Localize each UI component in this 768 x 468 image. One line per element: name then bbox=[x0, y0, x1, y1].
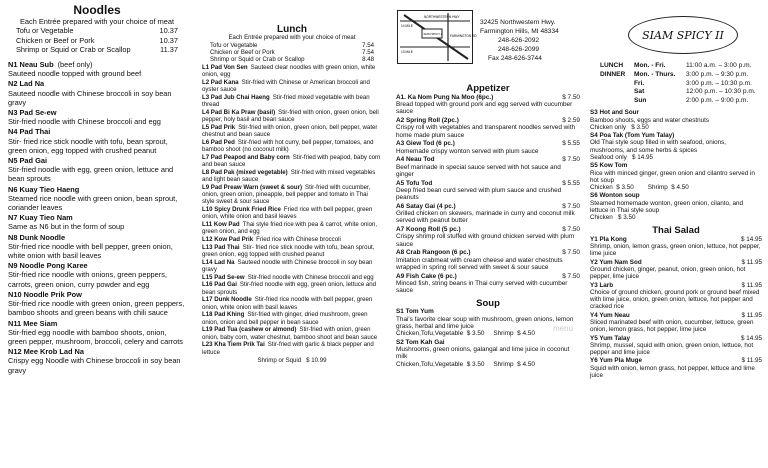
item-title bbox=[590, 335, 762, 342]
item-title bbox=[396, 140, 580, 147]
item-desc: Stir-fried with peapod, baby corn and bean sauce bbox=[202, 153, 381, 169]
item-title bbox=[8, 233, 186, 242]
appetizer-list bbox=[396, 94, 580, 295]
menu-item bbox=[396, 94, 580, 116]
menu-item bbox=[396, 249, 580, 271]
item-name: L10 Spicy Drunk Fried Rice bbox=[202, 206, 281, 214]
item-desc: Crispy roll with vegetables and transparent noodles served with home made plum sauce bbox=[396, 124, 576, 139]
item-name: A6 Satay Gai (4 pc.) bbox=[396, 202, 456, 210]
hours-label bbox=[600, 88, 634, 97]
item-name: L2 Pad Kana bbox=[202, 78, 239, 86]
item-desc: Stir-fried with mixed vegetables and light bean sauce bbox=[202, 168, 376, 184]
hours-label bbox=[600, 97, 634, 106]
item-name: L23 Kha Tiem Prik Tai bbox=[202, 341, 265, 349]
item-desc: Grilled chicken on skewers, marinade in curry and coconut milk served with peanut butter bbox=[396, 210, 575, 225]
item-price: $ 11.95 bbox=[741, 357, 762, 365]
option-price: 7.54 bbox=[362, 41, 374, 49]
item-title bbox=[590, 282, 762, 289]
option-row bbox=[8, 26, 186, 35]
menu-item bbox=[202, 79, 382, 94]
menu-item bbox=[396, 180, 580, 202]
item-price-line: Chicken $ 3.50 bbox=[590, 214, 636, 222]
menu-item bbox=[202, 236, 382, 243]
map-label-side: FARMINGTON RD bbox=[450, 34, 477, 38]
hours-row bbox=[600, 62, 765, 71]
menu-item bbox=[396, 308, 580, 337]
menu-item bbox=[8, 127, 186, 155]
item-desc: Beef marinade in special sauce served with hot sauce and ginger bbox=[396, 163, 561, 178]
menu-item bbox=[202, 311, 382, 326]
item-title bbox=[396, 203, 580, 210]
item-price-line: Seafood only $ 14.95 bbox=[590, 153, 654, 161]
item-name: N3 Pad Se-ew bbox=[8, 108, 57, 118]
item-desc: Imitation crabmeat with cream cheese and water chestnuts wrapped in spring roll served with sweet & sour sauce bbox=[396, 256, 563, 271]
salad-list bbox=[590, 236, 762, 379]
item-name: Y3 Larb bbox=[590, 281, 614, 289]
item-name: L11 Kow Pad bbox=[202, 221, 240, 229]
noodles-list bbox=[8, 60, 186, 375]
item-desc: Old Thai style soup filled in with seafood, onions, mushrooms, and some herbs & spices bbox=[590, 139, 727, 154]
item-desc: Crispy egg Noodle with Chinese broccoli in soy bean gravy bbox=[8, 356, 181, 375]
item-name: S4 Poa Tak (Tom Yum Talay) bbox=[590, 132, 675, 140]
option-label: Shrimp or Squid or Crab or Scallop bbox=[16, 44, 131, 54]
item-price-line: Chicken,Tofu,Vegetable $ 3.50 Shrimp $ 4.50 bbox=[396, 360, 535, 368]
lunch-intro: Each Entrée prepared with your choice of meat bbox=[228, 34, 356, 42]
hours-days: Mon. - Thurs. bbox=[634, 70, 676, 78]
item-desc: Stir-fried mixed vegetable with bean thread bbox=[202, 93, 370, 109]
item-title bbox=[8, 108, 186, 117]
menu-item bbox=[396, 117, 580, 139]
item-desc: Homemade crispy wonton served with plum sauce bbox=[396, 147, 539, 155]
item-name: A4 Neau Tod bbox=[396, 156, 435, 164]
item-name: N1 Neau Sub bbox=[8, 60, 54, 70]
noodles-options bbox=[8, 26, 186, 54]
item-name: S3 Hot and Sour bbox=[590, 109, 639, 117]
item-title bbox=[8, 60, 186, 69]
item-name: L6 Pad Ped bbox=[202, 138, 235, 146]
item-title bbox=[396, 180, 580, 187]
item-name: L7 Pad Peapod and Baby corn bbox=[202, 153, 290, 161]
salad-title: Thai Salad bbox=[652, 225, 700, 237]
item-title bbox=[8, 290, 186, 299]
menu-item bbox=[202, 124, 382, 139]
menu-item bbox=[8, 233, 186, 261]
item-price: $ 7.50 bbox=[562, 156, 580, 164]
address-fax: Fax 248-626-3744 bbox=[488, 55, 542, 62]
menu-item bbox=[396, 339, 580, 368]
option-label: Chicken or Beef or Pork bbox=[16, 35, 95, 45]
item-desc: Choice of ground chicken, ground pork or ground beef mixed with lime juice, onion, green onion, lettuce, hot pepper and cracked rice bbox=[590, 288, 760, 311]
item-price: $ 11.95 bbox=[741, 258, 762, 266]
item-name: N9 Noodle Pong Karee bbox=[8, 261, 88, 271]
menu-item bbox=[202, 274, 382, 281]
menu-item bbox=[202, 94, 382, 109]
item-desc: Stir-fried noodle with Chinese broccoli and egg bbox=[8, 117, 161, 127]
address-city: Farmington Hills, MI 48334 bbox=[480, 28, 559, 35]
item-note: (beef only) bbox=[57, 60, 93, 70]
option-label: Tofu or Vegetable bbox=[210, 41, 258, 49]
option-price: 10.37 bbox=[159, 26, 178, 36]
menu-item bbox=[590, 192, 762, 221]
option-row bbox=[8, 36, 186, 45]
lunch-list bbox=[202, 64, 382, 356]
item-desc: Shrimp, onion, lemon grass, green onion, lettuce, hot pepper, lime juice bbox=[590, 242, 761, 258]
item-name: N10 Noodle Prik Pow bbox=[8, 289, 82, 299]
item-name: S5 Kow Tom bbox=[590, 162, 628, 170]
item-name: Y4 Yum Neau bbox=[590, 311, 630, 319]
hours-row bbox=[600, 97, 765, 106]
item-price-line: Chicken $ 3.50 Shrimp $ 4.50 bbox=[590, 183, 689, 191]
item-name: L16 Pad Gai bbox=[202, 281, 237, 289]
item-desc: Shrimp, mussel, squid with onion, green onion, lettuce, hot pepper and lime juice bbox=[590, 341, 754, 356]
menu-item bbox=[202, 169, 382, 184]
address-phone1: 248-626-2092 bbox=[498, 37, 540, 44]
soup-list-continued bbox=[590, 109, 762, 221]
menu-item bbox=[590, 357, 762, 379]
item-title bbox=[590, 236, 762, 243]
noodles-intro: Each Entrée prepared with your choice of meat bbox=[19, 17, 175, 27]
item-desc: Stir-fried with hot curry, bell pepper, tomatoes, and bamboo shoot (no coconut milk) bbox=[202, 138, 374, 154]
item-name: L19 Pad Tua (cashew or almond) bbox=[202, 326, 297, 334]
menu-item bbox=[396, 273, 580, 295]
option-price: 10.37 bbox=[159, 35, 178, 45]
item-price: $ 14.95 bbox=[740, 235, 762, 243]
item-name: N7 Kuay Tieo Nam bbox=[8, 213, 73, 223]
item-desc: Stir-fried with Chinese or American broccoli and oyster sauce bbox=[202, 78, 370, 94]
logo-text: SIAM SPICY II bbox=[642, 28, 724, 42]
item-name: A3 Giew Tod (6 pc.) bbox=[396, 140, 455, 148]
item-name: N8 Dunk Noodle bbox=[8, 232, 66, 242]
item-desc: Stir-fried with onion, green onion, baby corn, water chestnut, bamboo shoot and bean sauce bbox=[202, 326, 378, 341]
item-title bbox=[396, 273, 580, 280]
option-price: 7.54 bbox=[362, 48, 374, 56]
item-desc: Sauteed noodle with Chinese broccoli in soy bean gravy bbox=[202, 258, 373, 273]
item-price-line: Chicken,Tofu,Vegetable $ 3.50 Shrimp $ 4.50 bbox=[396, 330, 535, 338]
item-desc: Stir-fried noodle with Chinese broccoli and egg bbox=[247, 273, 374, 281]
opening-hours bbox=[600, 62, 765, 106]
menu-item bbox=[202, 221, 382, 236]
item-title bbox=[8, 319, 186, 328]
item-title bbox=[590, 259, 762, 266]
item-desc: Rice with minced ginger, green onion and cilantro served in hot soup bbox=[590, 169, 755, 184]
map-label-road-a: 13 MILE bbox=[401, 50, 413, 54]
item-price-line: Chicken only $ 3.50 bbox=[590, 123, 649, 131]
item-name: L1 Pad Von Sen bbox=[202, 63, 248, 71]
item-title bbox=[396, 226, 580, 233]
item-desc: Mushrooms, green onions, galangal and lime juice in coconut milk bbox=[396, 346, 570, 361]
lunch-section bbox=[202, 0, 382, 468]
hours-time: 12:00 p.m. – 10:30 p.m. bbox=[686, 88, 756, 96]
item-name: N11 Mee Siam bbox=[8, 318, 58, 328]
item-price: $ 7.50 bbox=[562, 272, 580, 280]
menu-item bbox=[8, 347, 186, 375]
hours-label: LUNCH bbox=[600, 62, 624, 69]
menu-item bbox=[396, 226, 580, 248]
item-title bbox=[396, 94, 580, 101]
appetizer-title: Appetizer bbox=[466, 83, 510, 94]
item-desc: Stir-fried rice noodle with bell pepper, green onion, white onion with basil leaves bbox=[8, 241, 173, 261]
item-name: N4 Pad Thai bbox=[8, 127, 51, 137]
item-desc: Stir-fried egg noodle with bamboo shoots, onion, green pepper, mushroom, broccoli, celery and carrots bbox=[8, 327, 183, 346]
item-desc: Stir-fried noodle with egg, green onion, lettuce and bean sprouts bbox=[8, 165, 174, 184]
soup-title: Soup bbox=[476, 297, 500, 309]
menu-item bbox=[202, 139, 382, 154]
item-desc: Stir-fried with onion, green onion, bell pepper, holy basil and bean sauce bbox=[202, 108, 379, 124]
menu-item bbox=[590, 236, 762, 258]
item-desc: Same as N6 but in the form of soup bbox=[8, 222, 125, 232]
item-name: S6 Wonton soup bbox=[590, 192, 640, 200]
lunch-options bbox=[202, 42, 382, 64]
item-title bbox=[590, 357, 762, 364]
item-desc: Stir- fried rice stick noodle with tofu, bean sprout, green onion, egg topped with crushed peanut bbox=[8, 136, 168, 155]
lunch-footer-label: Shrimp or Squid bbox=[257, 356, 302, 364]
item-name: A2 Spring Roll (2pc.) bbox=[396, 116, 459, 124]
item-price: $ 5.55 bbox=[562, 179, 580, 187]
item-desc: Steamed homemade wonton, green onion, cilanto, and lettuce in Thai style soup bbox=[590, 199, 743, 214]
menu-item bbox=[396, 156, 580, 178]
menu-item bbox=[202, 281, 382, 296]
item-name: A1. Ka Nom Pung Na Moo (6pc.) bbox=[396, 93, 494, 101]
item-price: $ 7.50 bbox=[562, 249, 580, 257]
menu-item bbox=[8, 79, 186, 107]
menu-item bbox=[202, 154, 382, 169]
option-row bbox=[8, 45, 186, 54]
item-desc: Fried rice with bell pepper, green onion, white onion and basil leaves bbox=[202, 206, 373, 221]
menu-item bbox=[8, 319, 186, 347]
item-desc: Sauteed noodle topped with ground beef bbox=[8, 69, 142, 79]
item-price: $ 11.95 bbox=[741, 281, 762, 289]
noodles-title: Noodles bbox=[73, 3, 121, 17]
item-name: N5 Pad Gai bbox=[8, 156, 48, 166]
option-row bbox=[202, 56, 382, 63]
item-desc: Stir-fried rice noodle with green onion, green peppers, bamboo shoots and green beans with chili sauce bbox=[8, 299, 185, 318]
hours-days: Mon. - Fri. bbox=[634, 62, 666, 69]
menu-item bbox=[590, 162, 762, 191]
menu-item bbox=[202, 206, 382, 221]
item-name: Y6 Yum Pla Muge bbox=[590, 357, 643, 365]
hours-label bbox=[600, 80, 634, 89]
menu-item bbox=[202, 296, 382, 311]
item-name: L18 Pad Khing bbox=[202, 311, 245, 319]
hours-time: 11:00 a.m. – 3:00 p.m. bbox=[686, 62, 752, 69]
item-name: L4 Pad Bi Ka Praw (basil) bbox=[202, 108, 276, 116]
item-desc: Steamed rice noodle with green onion, bean sprout, coriander leaves bbox=[8, 193, 178, 213]
menu-item bbox=[8, 185, 186, 213]
appetizer-soup-section bbox=[396, 82, 580, 468]
lunch-footer bbox=[202, 357, 382, 364]
item-name: N2 Lad Na bbox=[8, 79, 45, 89]
item-name: Y2 Yum Nam Sod bbox=[590, 258, 642, 266]
item-name: N12 Mee Krob Lad Na bbox=[8, 347, 84, 357]
item-name: L12 Kow Pad Prik bbox=[202, 236, 254, 243]
item-name: L9 Pad Preaw Warn (sweet & sour) bbox=[202, 183, 303, 191]
item-name: S1 Tom Yum bbox=[396, 308, 434, 316]
item-name: Y5 Yum Talay bbox=[590, 334, 631, 342]
item-price: $ 14.95 bbox=[740, 334, 762, 342]
item-name: N6 Kuay Tieo Haeng bbox=[8, 184, 80, 194]
hours-row bbox=[600, 71, 765, 80]
noodles-section bbox=[8, 0, 186, 468]
hours-label: DINNER bbox=[600, 70, 626, 78]
item-desc: Stir-fried with onion, green onion, bell pepper, water chestnut and bean sauce bbox=[202, 123, 378, 139]
restaurant-logo bbox=[628, 16, 738, 54]
option-label: Chicken or Beef or Pork bbox=[210, 48, 275, 56]
menu-item bbox=[8, 60, 186, 78]
menu-item bbox=[202, 64, 382, 79]
item-desc: Thai style fried rice with pea & carrot, white onion, green onion, and egg bbox=[202, 221, 378, 236]
item-desc: Stir-fried with garlic & black pepper and lettuce bbox=[202, 341, 374, 356]
map-label-main: NORTHWESTERN HWY bbox=[424, 15, 460, 19]
item-name: A5 Tofu Tod bbox=[396, 179, 433, 187]
menu-item bbox=[202, 326, 382, 341]
item-desc: Bread topped with ground pork and egg served with cucumber sauce bbox=[396, 100, 573, 116]
item-name: A8 Crab Rangoon (6 pc.) bbox=[396, 249, 471, 257]
item-title bbox=[590, 312, 762, 319]
option-price: 11.37 bbox=[160, 44, 178, 54]
item-name: L17 Dunk Noodle bbox=[202, 296, 252, 304]
menu-item bbox=[590, 312, 762, 334]
menu-item bbox=[8, 290, 186, 318]
menu-item bbox=[8, 156, 186, 184]
menu-item bbox=[590, 132, 762, 161]
menu-item bbox=[8, 108, 186, 126]
option-label: Tofu or Vegetable bbox=[16, 26, 74, 36]
item-desc: Deep fried bean curd served with plum sauce and crushed peanuts bbox=[396, 186, 562, 202]
hours-time: 3:00 p.m. – 9:30 p.m. bbox=[686, 70, 749, 78]
watermark: menu bbox=[553, 324, 574, 333]
item-name: Y1 Pla Kong bbox=[590, 235, 627, 243]
map-icon bbox=[398, 11, 477, 63]
item-title bbox=[8, 185, 186, 194]
item-desc: Bamboo shoots, eggs and water chestnuts bbox=[590, 116, 710, 124]
item-desc: Ground chicken, ginger, peanut, onion, green onion, hot pepper, lime juice bbox=[590, 265, 746, 281]
item-desc: Squid with onion, lemon grass, hot pepper, lettuce and lime juice bbox=[590, 364, 755, 379]
hours-days: Sat bbox=[634, 88, 645, 96]
item-desc: Stir-fried rice noodle with onions, green peppers, carrots, green onion, curry powder and egg bbox=[8, 270, 167, 289]
menu-item bbox=[202, 341, 382, 356]
item-title bbox=[8, 213, 186, 222]
map-label-restaurant: SIAM SPICY II bbox=[423, 32, 443, 36]
item-price: $ 11.95 bbox=[741, 311, 762, 319]
item-title bbox=[8, 347, 186, 356]
item-price: $ 2.59 bbox=[562, 116, 580, 124]
soup-list bbox=[396, 308, 580, 368]
hours-row bbox=[600, 88, 765, 97]
item-price: $ 5.55 bbox=[562, 140, 580, 148]
item-price: $ 7.50 bbox=[562, 226, 580, 234]
menu-item bbox=[8, 213, 186, 231]
item-name: L8 Pad Pak (mixed vegetable) bbox=[202, 168, 288, 176]
item-desc: Stir-fried noodle with egg, green onion, lettuce and bean sprouts bbox=[202, 281, 377, 296]
menu-item bbox=[202, 184, 382, 206]
menu-item bbox=[202, 259, 382, 274]
item-name: A7 Koong Roll (5 pc.) bbox=[396, 226, 461, 234]
item-desc: Stir-fried rice noodle with bell pepper, green onion, white onion with basil leaves bbox=[202, 296, 373, 311]
item-desc: Minced fish, string beans in Thai curry served with cucumber sauce bbox=[396, 279, 568, 295]
address-phone2: 248-626-2099 bbox=[498, 46, 540, 53]
menu-item bbox=[590, 109, 762, 131]
item-name: L14 Lad Na bbox=[202, 258, 235, 266]
item-desc: Crispy shrimp roll stuffed with ground chicken served with plum sauce bbox=[396, 233, 575, 248]
map-label-road-b: 14 MILE bbox=[401, 24, 413, 28]
option-label: Shrimp or Squid or Crab or Scallop bbox=[210, 56, 305, 64]
item-title bbox=[8, 79, 186, 88]
item-desc: Sliced marinated beef with onion, cucumber, lettuce, green onion, lemon grass, hot pepper, lime juice bbox=[590, 318, 754, 334]
item-name: L13 Pad Thai bbox=[202, 243, 240, 251]
item-title bbox=[396, 156, 580, 163]
item-desc: Fried rice with Chinese broccoli bbox=[256, 236, 341, 243]
option-price: 8.48 bbox=[362, 56, 374, 64]
item-name: L15 Pad Se-ew bbox=[202, 273, 245, 281]
item-name: L5 Pad Prik bbox=[202, 123, 236, 131]
item-title bbox=[8, 156, 186, 165]
hours-days: Fri. bbox=[634, 79, 645, 87]
menu-item bbox=[8, 261, 186, 289]
menu-item bbox=[590, 259, 762, 281]
lunch-footer-price: $ 10.99 bbox=[306, 356, 327, 364]
item-name: A9 Fish Cake (6 pc.) bbox=[396, 272, 457, 280]
soup-salad-section bbox=[590, 108, 762, 468]
item-title bbox=[8, 127, 186, 136]
menu-item bbox=[590, 335, 762, 357]
item-desc: Sauteed noodle with Chinese broccoli in soy bean gravy bbox=[8, 88, 172, 107]
item-desc: Sauteed clear noodles with green onion, white onion, egg bbox=[202, 63, 376, 79]
option-row bbox=[202, 42, 382, 49]
hours-time: 3:00 p.m. – 10:30 p.m. bbox=[686, 79, 752, 87]
menu-item bbox=[396, 140, 580, 155]
item-name: L3 Pad Jub Chai Haeng bbox=[202, 93, 270, 101]
item-price: $ 7.50 bbox=[562, 93, 580, 101]
location-map bbox=[397, 10, 477, 64]
lunch-title: Lunch bbox=[277, 24, 307, 35]
item-title bbox=[8, 261, 186, 270]
address-street: 32425 Northwestern Hwy. bbox=[480, 19, 556, 26]
item-desc: Stir-fried with ginger, dried mushroom, green onion, onion and bell pepper in bean sauce bbox=[202, 311, 368, 326]
menu-item bbox=[202, 109, 382, 124]
menu-item bbox=[202, 244, 382, 259]
item-desc: Thai's favorite clear soup with mushroom, green onions, lemon grass, herbal and lime juice bbox=[396, 315, 574, 330]
hours-row bbox=[600, 80, 765, 89]
menu-item bbox=[396, 203, 580, 225]
item-desc: Stir- fried rice stick noodle with tofu, bean sprout, green onion, egg topped with crushed peanut bbox=[202, 243, 375, 258]
item-price: $ 7.50 bbox=[562, 202, 580, 210]
hours-days: Sun bbox=[634, 97, 647, 105]
option-row bbox=[202, 49, 382, 56]
item-desc: Stir-fried with cucumber, onion, green onion, pineapple, bell pepper and tomato in Thai style sweet & sour sauce bbox=[202, 183, 371, 206]
item-title bbox=[396, 117, 580, 124]
hours-time: 2:00 p.m. – 9:00 p.m. bbox=[686, 97, 749, 105]
item-name: S2 Tom Kah Gai bbox=[396, 338, 445, 346]
item-title bbox=[396, 249, 580, 256]
address-block bbox=[480, 18, 590, 63]
menu-item bbox=[590, 282, 762, 311]
